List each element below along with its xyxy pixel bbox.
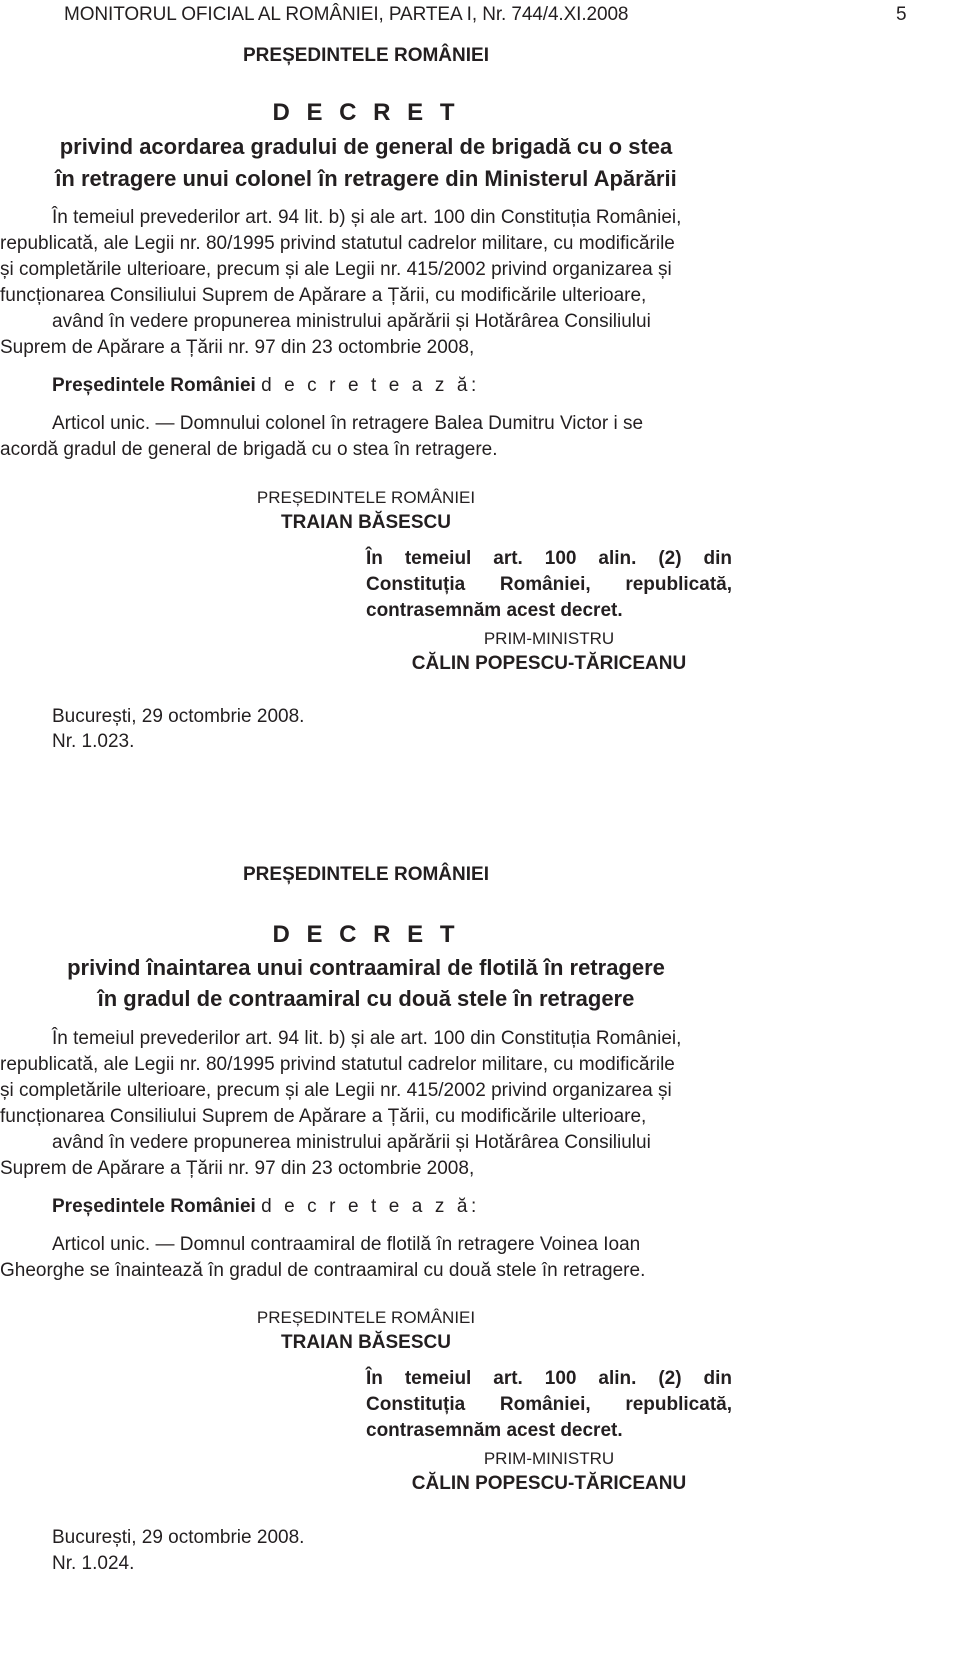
pm-name: CĂLIN POPESCU-TĂRICEANU [411,1473,687,1494]
page-number: 5 [896,4,907,25]
decrees-subject: Președintele României [52,375,256,396]
preamble-line: funcționarea Consiliului Suprem de Apărare a Țării, cu modificările ulterioare, [0,285,647,306]
place-date: București, 29 octombrie 2008. [52,1527,305,1548]
decrees-formula [52,1196,480,1218]
article-line: Gheorghe se înaintează în gradul de contraamiral cu două stele în retragere. [0,1260,646,1281]
pm-role: PRIM-MINISTRU [483,1449,615,1468]
preamble-line: În temeiul prevederilor art. 94 lit. b) și ale art. 100 din Constituția României, [52,1028,682,1049]
preamble-line: republicată, ale Legii nr. 80/1995 privind statutul cadrelor militare, cu modificările [0,233,675,254]
pm-name: CĂLIN POPESCU-TĂRICEANU [411,653,687,674]
decree-number: Nr. 1.024. [52,1553,135,1574]
article-text: — Domnului colonel în retragere Balea Dumitru Victor i se [150,413,644,434]
pm-role: PRIM-MINISTRU [483,629,615,648]
decree-title-line: privind înaintarea unui contraamiral de flotilă în retragere [67,955,665,980]
decree-title-line: în retragere unui colonel în retragere din Ministerul Apărării [55,166,677,191]
preamble-line: În temeiul prevederilor art. 94 lit. b) și ale art. 100 din Constituția României, [52,207,682,228]
article-line [52,413,643,435]
decree-number: Nr. 1.023. [52,731,135,752]
article-line: acordă gradul de general de brigadă cu o stea în retragere. [0,439,498,460]
preamble-line: Suprem de Apărare a Țării nr. 97 din 23 octombrie 2008, [0,1158,475,1179]
preamble-line: și completările ulterioare, precum și ale Legii nr. 415/2002 privind organizarea și [0,1080,672,1101]
preamble-line: având în vedere propunerea ministrului apărării și Hotărârea Consiliului [52,311,651,332]
countersign-line: În temeiul art. 100 alin. (2) din [366,548,732,569]
preamble-line: funcționarea Consiliului Suprem de Apărare a Țării, cu modificările ulterioare, [0,1106,647,1127]
decree-issuer: PREȘEDINTELE ROMÂNIEI [243,45,489,66]
president-role: PREȘEDINTELE ROMÂNIEI [256,488,476,507]
decrees-subject: Președintele României [52,1196,256,1217]
article-label: Articol unic. [52,1234,151,1255]
decrees-formula [52,375,480,397]
preamble-line: și completările ulterioare, precum și ale Legii nr. 415/2002 privind organizarea și [0,259,672,280]
countersign-line: În temeiul art. 100 alin. (2) din [366,1368,732,1389]
countersign-line: Constituția României, republicată, [366,1394,732,1415]
running-header: MONITORUL OFICIAL AL ROMÂNIEI, PARTEA I, Nr. 744/4.XI.2008 [64,4,629,25]
preamble-line: având în vedere propunerea ministrului apărării și Hotărârea Consiliului [52,1132,651,1153]
decree-title-line: în gradul de contraamiral cu două stele în retragere [97,986,635,1011]
decrees-verb: d e c r e t e a z ă: [261,1196,480,1217]
decree-title-line: privind acordarea gradului de general de brigadă cu o stea [59,134,673,159]
countersign-line: contrasemnăm acest decret. [366,600,623,621]
decree-label: D E C R E T [272,921,460,948]
decrees-verb: d e c r e t e a z ă: [261,375,480,396]
decree-issuer: PREȘEDINTELE ROMÂNIEI [243,864,489,885]
article-label: Articol unic. [52,413,151,434]
countersign-line: contrasemnăm acest decret. [366,1420,623,1441]
president-role: PREȘEDINTELE ROMÂNIEI [256,1308,476,1327]
place-date: București, 29 octombrie 2008. [52,706,305,727]
countersign-line: Constituția României, republicată, [366,574,732,595]
president-name: TRAIAN BĂSESCU [281,512,451,533]
article-line [52,1234,640,1256]
preamble-line: republicată, ale Legii nr. 80/1995 privind statutul cadrelor militare, cu modificările [0,1054,675,1075]
president-name: TRAIAN BĂSESCU [281,1332,451,1353]
article-text: — Domnul contraamiral de flotilă în retragere Voinea Ioan [150,1234,641,1255]
preamble-line: Suprem de Apărare a Țării nr. 97 din 23 octombrie 2008, [0,337,475,358]
decree-label: D E C R E T [272,99,460,126]
